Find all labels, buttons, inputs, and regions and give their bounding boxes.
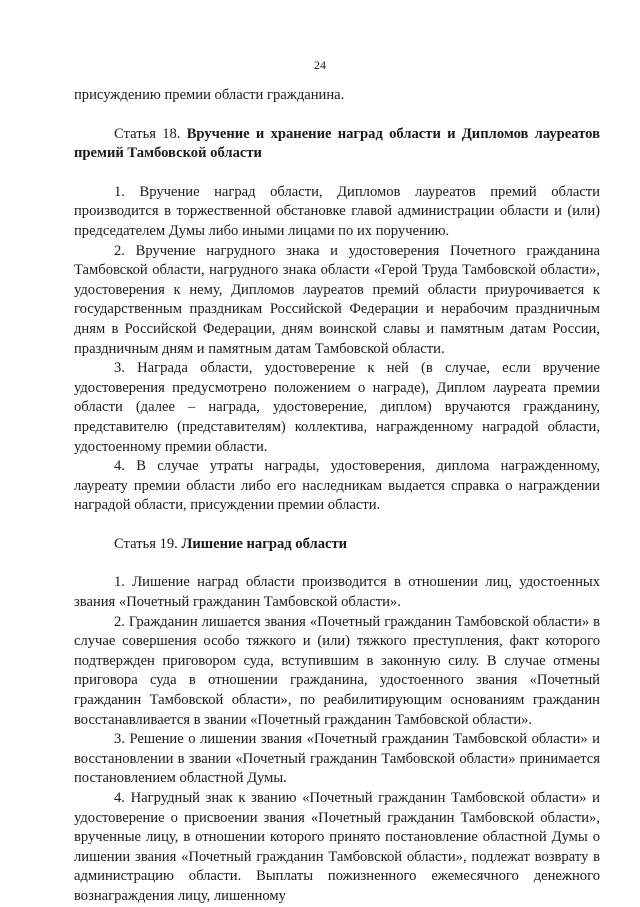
article-18-paragraph: 3. Награда области, удостоверение к ней (в случае, если вручение удостоверения предусмотрено положением о награде), Диплом лауреата премии области (далее – награда, удостоверение, диплом) вручаются гражданину, представителю (представителям) коллектива, награжденному наградой области, удостоенному премии области.	[74, 360, 600, 455]
article-19-paragraph: 3. Решение о лишении звания «Почетный гражданин Тамбовской области» и восстановлении в звании «Почетный гражданин Тамбовской области» принимается постановлением областной Думы.	[74, 731, 600, 787]
article-18-paragraph: 2. Вручение нагрудного знака и удостоверения Почетного гражданина Тамбовской области, нагрудного знака области «Герой Труда Тамбовской области», удостоверения к нему, Дипломов лауреатов премий области приурочивается к государственным праздникам Российской Федерации и нерабочим праздничным дням в Российской Федерации, дням воинской славы и памятным датам России, праздничным дням и памятным датам Тамбовской области.	[74, 242, 600, 357]
page-number: 24	[314, 58, 326, 72]
article-18-paragraph: 4. В случае утраты награды, удостоверения, диплома награжденному, лауреату премии области либо его наследникам выдается справка о награждении наградой области, присуждении премии области.	[74, 458, 600, 514]
article-18-paragraph: 1. Вручение наград области, Дипломов лауреатов премий области производится в торжественной обстановке главой администрации области и (или) председателем Думы либо иными лицами по их поручению.	[74, 183, 600, 239]
article-19-prefix: Статья 19.	[114, 535, 178, 552]
article-19-paragraph: 4. Нагрудный знак к званию «Почетный гражданин Тамбовской области» и удостоверение о присвоении звания «Почетный гражданин Тамбовской области», врученные лицу, в отношении которого принято постановление областной Думы о лишении звания «Почетный гражданин Тамбовской области», подлежат возврату в администрацию области. Выплаты пожизненного ежемесячного денежного вознаграждения лицу, лишенному	[74, 790, 600, 904]
article-18-prefix: Статья 18.	[114, 125, 181, 142]
article-19-heading	[74, 535, 600, 555]
continuation-line: присуждению премии области гражданина.	[74, 87, 345, 103]
article-19-paragraph: 2. Гражданин лишается звания «Почетный гражданин Тамбовской области» в случае совершения особо тяжкого и (или) тяжкого преступления, факт которого подтвержден приговором суда, вступившим в законную силу. В случае отмены приговора суда в отношении гражданина, удостоенного звания «Почетный гражданин Тамбовской области», по реабилитирующим основаниям гражданин восстанавливается в звании «Почетный гражданин Тамбовской области».	[74, 613, 600, 728]
document-body	[74, 86, 600, 907]
article-19-paragraph: 1. Лишение наград области производится в отношении лиц, удостоенных звания «Почетный гражданин Тамбовской области».	[74, 574, 600, 611]
article-18-title: Вручение и хранение наград области и Дипломов лауреатов премий Тамбовской области	[74, 125, 600, 162]
article-19-title: Лишение наград области	[181, 535, 348, 552]
article-18-heading	[74, 125, 600, 164]
